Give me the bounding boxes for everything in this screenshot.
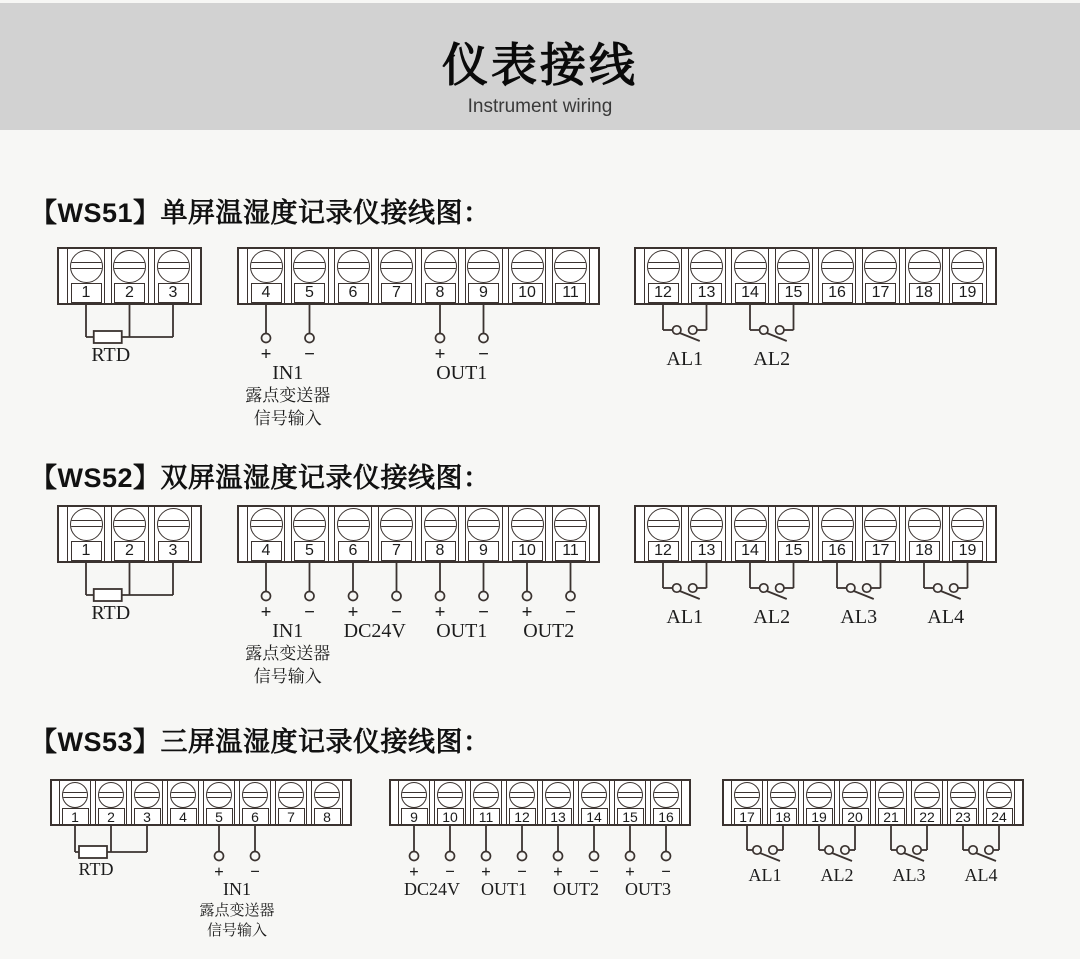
ws52-terminal-cell-13 [688, 507, 726, 561]
ws52-terminal-cell-12 [644, 507, 682, 561]
ws51-label-al1: AL1 [666, 348, 704, 370]
ws52-connection-al1 [663, 562, 707, 628]
screw-icon [314, 782, 340, 808]
ws52-out2-minus-sign: − [565, 602, 576, 623]
ws52-terminal-cell-15 [775, 507, 813, 561]
ws52-terminal-1: 1 [71, 541, 102, 561]
ws52-wires-2 [237, 562, 600, 692]
header-banner [0, 3, 1080, 130]
ws53-terminal-cell-21 [875, 781, 907, 824]
screw-icon [293, 250, 326, 283]
ws51-terminal-7: 7 [381, 283, 412, 303]
ws52-out2-plus-sign: + [521, 602, 533, 623]
screw-icon [437, 782, 463, 808]
ws51-terminal-1: 1 [71, 283, 102, 303]
screw-icon [950, 782, 976, 808]
ws53-out1-minus-sign: − [517, 862, 527, 881]
screw-icon [986, 782, 1012, 808]
screw-icon [113, 508, 146, 541]
ws52-terminal-cell-9 [465, 507, 503, 561]
ws53-out1-plus-sign: + [481, 862, 491, 881]
ws53-terminal-cell-10 [434, 781, 466, 824]
screw-icon [380, 508, 413, 541]
ws52-terminal-block-2 [237, 505, 600, 563]
ws52-wires-1 [57, 562, 202, 692]
ws52-connection-rtd [86, 562, 173, 624]
ws53-terminal-cell-12 [506, 781, 538, 824]
ws53-terminal-cell-8 [311, 781, 343, 824]
ws53-terminal-cell-3 [131, 781, 163, 824]
ws52-label-dc24v: DC24V [343, 620, 406, 642]
ws52-in1-minus-sign: − [304, 602, 315, 623]
ws53-terminal-7: 7 [278, 808, 305, 825]
ws52-connection-al4 [924, 562, 968, 628]
ws52-label-al1: AL1 [666, 606, 704, 628]
ws53-label-al4: AL4 [964, 865, 998, 885]
screw-icon [821, 508, 854, 541]
ws53-in1-sublabel-2: 信号输入 [206, 923, 268, 939]
ws53-terminal-23: 23 [950, 808, 977, 825]
screw-icon [908, 508, 941, 541]
screw-icon [770, 782, 796, 808]
ws53-out2-minus-sign: − [589, 862, 599, 881]
screw-icon [734, 508, 767, 541]
ws51-terminal-cell-7 [378, 249, 416, 303]
ws51-terminal-10: 10 [512, 283, 543, 303]
screw-icon [250, 250, 283, 283]
ws53-label-al2: AL2 [820, 865, 854, 885]
screw-icon [690, 250, 723, 283]
ws53-terminal-11: 11 [473, 808, 500, 825]
ws51-terminal-14: 14 [735, 283, 766, 303]
ws51-terminal-17: 17 [865, 283, 896, 303]
ws51-connection-al2 [750, 304, 794, 370]
ws53-terminal-3: 3 [134, 808, 161, 825]
screw-icon [206, 782, 232, 808]
ws53-connection-out1 [481, 825, 527, 899]
screw-icon [70, 508, 103, 541]
ws53-terminal-cell-18 [767, 781, 799, 824]
ws53-connection-al4 [963, 825, 999, 885]
ws51-terminal-cell-14 [731, 249, 769, 303]
ws52-in1-sublabel-2: 信号输入 [253, 667, 322, 686]
ws53-terminal-cell-5 [203, 781, 235, 824]
screw-icon [617, 782, 643, 808]
ws52-terminal-6: 6 [338, 541, 369, 561]
ws51-terminal-16: 16 [822, 283, 853, 303]
ws52-terminal-11: 11 [555, 541, 586, 561]
ws51-terminal-19: 19 [952, 283, 983, 303]
ws51-in1-minus-sign: − [304, 344, 315, 365]
ws52-label-out2: OUT2 [523, 620, 575, 642]
ws51-terminal-18: 18 [909, 283, 940, 303]
ws51-terminal-13: 13 [691, 283, 722, 303]
screw-icon [653, 782, 679, 808]
ws51-terminal-cell-13 [688, 249, 726, 303]
ws51-terminal-cell-15 [775, 249, 813, 303]
screw-icon [581, 782, 607, 808]
screw-icon [157, 508, 190, 541]
ws51-terminal-block-1 [57, 247, 202, 305]
ws52-terminal-18: 18 [909, 541, 940, 561]
ws53-terminal-24: 24 [986, 808, 1013, 825]
ws53-in1-minus-sign: − [250, 862, 260, 881]
screw-icon [908, 250, 941, 283]
page-title: 仪表接线 [442, 39, 638, 91]
ws52-terminal-15: 15 [778, 541, 809, 561]
ws53-terminal-cell-14 [578, 781, 610, 824]
ws53-out2-plus-sign: + [553, 862, 563, 881]
screw-icon [113, 250, 146, 283]
ws53-wires-2 [389, 825, 691, 955]
ws53-terminal-cell-22 [911, 781, 943, 824]
ws52-terminal-19: 19 [952, 541, 983, 561]
section-title-ws53: 【WS53】三屏温湿度记录仪接线图： [30, 727, 491, 757]
screw-icon [509, 782, 535, 808]
ws53-label-al3: AL3 [892, 865, 926, 885]
ws51-connection-rtd [86, 304, 173, 366]
ws53-terminal-4: 4 [170, 808, 197, 825]
ws52-terminal-5: 5 [294, 541, 325, 561]
screw-icon [511, 250, 544, 283]
ws53-terminal-5: 5 [206, 808, 233, 825]
ws53-connection-dc24v [404, 825, 460, 899]
ws52-terminal-cell-1 [67, 507, 105, 561]
ws51-terminal-cell-6 [334, 249, 372, 303]
screw-icon [98, 782, 124, 808]
ws53-terminal-2: 2 [98, 808, 125, 825]
ws52-terminal-cell-6 [334, 507, 372, 561]
ws51-wires-3 [634, 304, 997, 434]
ws53-label-dc24v: DC24V [403, 879, 461, 899]
ws53-label-in1: IN1 [223, 879, 251, 899]
ws53-terminal-cell-13 [542, 781, 574, 824]
ws53-wires-3 [722, 825, 1024, 955]
ws52-terminal-3: 3 [158, 541, 189, 561]
ws53-terminal-cell-7 [275, 781, 307, 824]
ws53-terminal-block-1 [50, 779, 352, 826]
ws52-terminal-8: 8 [425, 541, 456, 561]
ws53-label-out2: OUT2 [553, 879, 599, 899]
ws53-terminal-cell-16 [650, 781, 682, 824]
ws52-terminal-block-3 [634, 505, 997, 563]
ws53-label-rtd: RTD [78, 859, 114, 879]
ws53-in1-plus-sign: + [214, 862, 224, 881]
ws51-terminal-cell-19 [949, 249, 987, 303]
ws51-terminal-9: 9 [468, 283, 499, 303]
screw-icon [380, 250, 413, 283]
ws52-label-al3: AL3 [840, 606, 878, 628]
screw-icon [734, 782, 760, 808]
ws51-terminal-cell-12 [644, 249, 682, 303]
ws53-connection-al2 [819, 825, 855, 885]
screw-icon [545, 782, 571, 808]
ws52-connection-out1 [435, 562, 489, 642]
ws52-terminal-cell-10 [508, 507, 546, 561]
ws52-label-rtd: RTD [91, 602, 131, 624]
screw-icon [734, 250, 767, 283]
ws52-dc24v-minus-sign: − [391, 602, 402, 623]
ws53-terminal-12: 12 [509, 808, 536, 825]
ws52-terminal-16: 16 [822, 541, 853, 561]
ws52-label-out1: OUT1 [436, 620, 488, 642]
ws52-terminal-cell-4 [247, 507, 285, 561]
ws53-terminal-9: 9 [401, 808, 428, 825]
screw-icon [821, 250, 854, 283]
ws51-wires-1 [57, 304, 202, 434]
screw-icon [337, 508, 370, 541]
ws52-terminal-cell-7 [378, 507, 416, 561]
ws52-connection-al3 [837, 562, 881, 628]
ws52-in1-plus-sign: + [260, 602, 272, 623]
ws52-label-in1: IN1 [272, 620, 304, 642]
screw-icon [777, 508, 810, 541]
screw-icon [293, 508, 326, 541]
ws52-terminal-9: 9 [468, 541, 499, 561]
ws52-label-al4: AL4 [927, 606, 965, 628]
ws53-dc24v-minus-sign: − [445, 862, 455, 881]
screw-icon [157, 250, 190, 283]
ws52-connection-in1 [245, 562, 330, 686]
ws51-terminal-cell-9 [465, 249, 503, 303]
ws51-terminal-cell-2 [111, 249, 149, 303]
ws53-label-out3: OUT3 [625, 879, 671, 899]
ws53-connection-al3 [891, 825, 927, 885]
ws53-in1-sublabel-1: 露点变送器 [199, 903, 275, 919]
ws51-terminal-5: 5 [294, 283, 325, 303]
ws52-terminal-cell-14 [731, 507, 769, 561]
ws53-terminal-cell-20 [839, 781, 871, 824]
screw-icon [511, 508, 544, 541]
ws51-terminal-block-3 [634, 247, 997, 305]
ws51-terminal-cell-5 [291, 249, 329, 303]
ws51-terminal-cell-1 [67, 249, 105, 303]
ws52-terminal-cell-19 [949, 507, 987, 561]
ws53-terminal-18: 18 [770, 808, 797, 825]
section-title-ws51: 【WS51】单屏温湿度记录仪接线图： [30, 198, 491, 228]
ws53-terminal-16: 16 [653, 808, 680, 825]
ws51-in1-sublabel-1: 露点变送器 [245, 386, 331, 405]
ws53-dc24v-plus-sign: + [409, 862, 419, 881]
ws53-terminal-21: 21 [878, 808, 905, 825]
screw-icon [424, 508, 457, 541]
ws51-label-al2: AL2 [753, 348, 791, 370]
screw-icon [914, 782, 940, 808]
screw-icon [170, 782, 196, 808]
screw-icon [467, 508, 500, 541]
ws53-connection-out2 [553, 825, 599, 899]
ws53-terminal-cell-11 [470, 781, 502, 824]
ws52-terminal-cell-11 [552, 507, 590, 561]
ws53-terminal-10: 10 [437, 808, 464, 825]
screw-icon [242, 782, 268, 808]
screw-icon [337, 250, 370, 283]
ws51-terminal-4: 4 [251, 283, 282, 303]
screw-icon [467, 250, 500, 283]
screw-icon [951, 508, 984, 541]
ws52-terminal-cell-16 [818, 507, 856, 561]
ws53-label-out1: OUT1 [481, 879, 527, 899]
ws53-connection-al1 [747, 825, 783, 885]
ws51-wires-2 [237, 304, 600, 434]
screw-icon [647, 250, 680, 283]
screw-icon [554, 250, 587, 283]
ws52-terminal-10: 10 [512, 541, 543, 561]
ws52-terminal-cell-18 [905, 507, 943, 561]
screw-icon [62, 782, 88, 808]
ws51-connection-out1 [435, 304, 489, 384]
ws52-terminal-17: 17 [865, 541, 896, 561]
ws51-terminal-cell-16 [818, 249, 856, 303]
page-subtitle: Instrument wiring [467, 96, 613, 117]
screw-icon [424, 250, 457, 283]
ws53-terminal-cell-2 [95, 781, 127, 824]
ws51-terminal-12: 12 [648, 283, 679, 303]
ws51-connection-in1 [245, 304, 330, 428]
ws51-label-rtd: RTD [91, 344, 131, 366]
section-title-ws52: 【WS52】双屏温湿度记录仪接线图： [30, 463, 491, 493]
ws53-terminal-1: 1 [62, 808, 89, 825]
ws52-out1-plus-sign: + [434, 602, 446, 623]
ws51-terminal-cell-18 [905, 249, 943, 303]
ws53-wires-1 [50, 825, 352, 955]
ws52-terminal-cell-5 [291, 507, 329, 561]
ws52-dc24v-plus-sign: + [347, 602, 359, 623]
ws53-terminal-8: 8 [314, 808, 341, 825]
ws53-terminal-block-2 [389, 779, 691, 826]
ws52-wires-3 [634, 562, 997, 692]
ws52-terminal-13: 13 [691, 541, 722, 561]
ws51-terminal-2: 2 [114, 283, 145, 303]
screw-icon [134, 782, 160, 808]
ws52-in1-sublabel-1: 露点变送器 [245, 644, 331, 663]
ws51-terminal-3: 3 [158, 283, 189, 303]
screw-icon [777, 250, 810, 283]
ws53-out3-plus-sign: + [625, 862, 635, 881]
ws53-terminal-13: 13 [545, 808, 572, 825]
ws52-out1-minus-sign: − [478, 602, 489, 623]
ws52-terminal-cell-17 [862, 507, 900, 561]
screw-icon [647, 508, 680, 541]
ws53-connection-rtd [75, 825, 147, 879]
ws51-terminal-cell-3 [154, 249, 192, 303]
ws52-terminal-cell-3 [154, 507, 192, 561]
ws53-terminal-cell-1 [59, 781, 91, 824]
ws51-out1-plus-sign: + [434, 344, 446, 365]
ws52-terminal-7: 7 [381, 541, 412, 561]
ws53-terminal-cell-6 [239, 781, 271, 824]
ws51-out1-minus-sign: − [478, 344, 489, 365]
ws52-terminal-2: 2 [114, 541, 145, 561]
ws51-terminal-cell-8 [421, 249, 459, 303]
ws52-terminal-14: 14 [735, 541, 766, 561]
ws51-label-out1: OUT1 [436, 362, 488, 384]
ws51-terminal-11: 11 [555, 283, 586, 303]
ws53-terminal-19: 19 [806, 808, 833, 825]
screw-icon [806, 782, 832, 808]
screw-icon [554, 508, 587, 541]
ws52-terminal-block-1 [57, 505, 202, 563]
screw-icon [864, 508, 897, 541]
ws51-terminal-15: 15 [778, 283, 809, 303]
ws53-terminal-cell-15 [614, 781, 646, 824]
ws53-terminal-22: 22 [914, 808, 941, 825]
ws53-terminal-17: 17 [734, 808, 761, 825]
ws53-terminal-cell-23 [947, 781, 979, 824]
ws53-connection-out3 [625, 825, 671, 899]
ws53-terminal-cell-24 [983, 781, 1015, 824]
ws51-connection-al1 [663, 304, 707, 370]
ws53-terminal-15: 15 [617, 808, 644, 825]
ws51-terminal-8: 8 [425, 283, 456, 303]
ws52-label-al2: AL2 [753, 606, 791, 628]
ws52-terminal-cell-2 [111, 507, 149, 561]
ws53-out3-minus-sign: − [661, 862, 671, 881]
ws53-terminal-14: 14 [581, 808, 608, 825]
screw-icon [473, 782, 499, 808]
ws53-terminal-20: 20 [842, 808, 869, 825]
ws52-connection-out2 [522, 562, 576, 642]
ws53-terminal-6: 6 [242, 808, 269, 825]
ws51-terminal-cell-4 [247, 249, 285, 303]
ws53-terminal-cell-17 [731, 781, 763, 824]
screw-icon [878, 782, 904, 808]
screw-icon [842, 782, 868, 808]
screw-icon [864, 250, 897, 283]
screw-icon [690, 508, 723, 541]
ws51-terminal-cell-17 [862, 249, 900, 303]
ws53-label-al1: AL1 [748, 865, 782, 885]
ws52-connection-al2 [750, 562, 794, 628]
ws53-terminal-cell-4 [167, 781, 199, 824]
screw-icon [401, 782, 427, 808]
ws51-terminal-cell-10 [508, 249, 546, 303]
ws53-terminal-block-3 [722, 779, 1024, 826]
ws52-connection-dc24v [344, 562, 407, 642]
screw-icon [250, 508, 283, 541]
ws53-terminal-cell-19 [803, 781, 835, 824]
ws51-terminal-6: 6 [338, 283, 369, 303]
screw-icon [951, 250, 984, 283]
ws53-connection-in1 [199, 825, 274, 939]
ws51-in1-sublabel-2: 信号输入 [253, 409, 322, 428]
screw-icon [70, 250, 103, 283]
ws51-in1-plus-sign: + [260, 344, 272, 365]
screw-icon [278, 782, 304, 808]
ws51-terminal-cell-11 [552, 249, 590, 303]
ws52-terminal-12: 12 [648, 541, 679, 561]
ws53-terminal-cell-9 [398, 781, 430, 824]
ws52-terminal-4: 4 [251, 541, 282, 561]
ws51-label-in1: IN1 [272, 362, 304, 384]
ws51-terminal-block-2 [237, 247, 600, 305]
ws52-terminal-cell-8 [421, 507, 459, 561]
